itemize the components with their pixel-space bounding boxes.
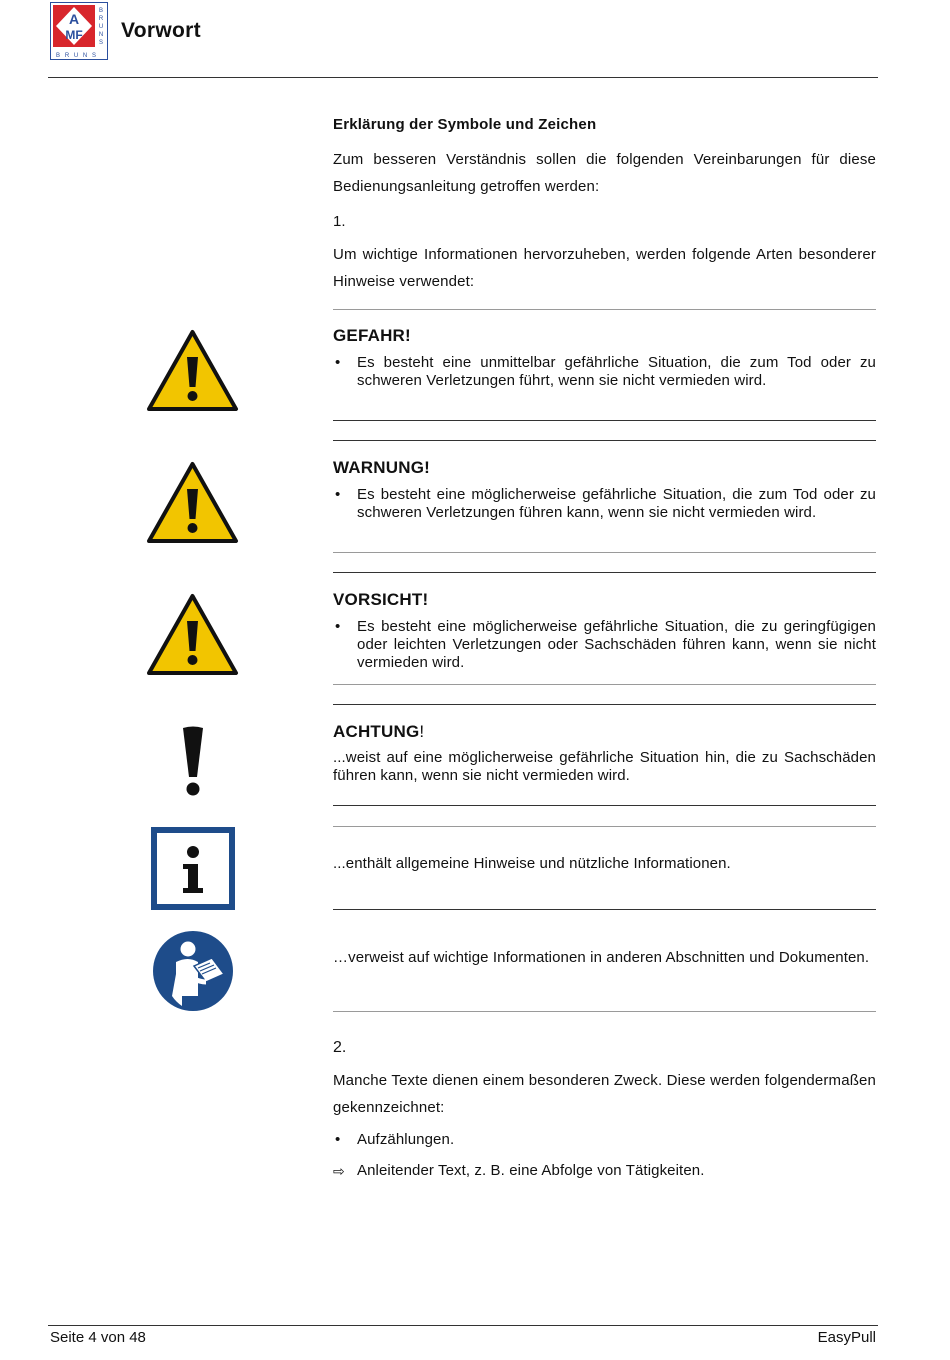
- divider: [333, 704, 876, 705]
- example-bullet-text: Aufzählungen.: [357, 1131, 455, 1148]
- notice-title-achtung: [333, 722, 876, 742]
- svg-text:R: R: [98, 16, 104, 22]
- svg-text:R: R: [64, 53, 70, 59]
- header-divider: [48, 77, 878, 78]
- list-number-2: 2.: [333, 1039, 347, 1056]
- svg-text:U: U: [73, 53, 79, 59]
- example-bullet: [333, 1131, 876, 1149]
- intro-paragraph: Zum besseren Verständnis sollen die folgenden Vereinbarungen für diese Bedienungsanleitung getroffen werden:: [333, 151, 876, 195]
- read-manual-icon: [152, 930, 234, 1012]
- notice-title-vorsicht: VORSICHT!: [333, 590, 429, 609]
- notice-title-warnung: WARNUNG!: [333, 458, 430, 477]
- bullet: •: [335, 618, 341, 635]
- divider: [333, 572, 876, 573]
- section-heading: Erklärung der Symbole und Zeichen: [333, 116, 597, 133]
- divider: [333, 1011, 876, 1012]
- svg-text:B: B: [98, 8, 104, 14]
- svg-text:N: N: [82, 53, 88, 59]
- notice-title-suffix: !: [419, 722, 425, 741]
- page-number: Seite 4 von 48: [50, 1329, 146, 1346]
- intro-paragraph-2: Um wichtige Informationen hervorzuheben, werden folgende Arten besonderer Hinweise verwendet:: [333, 246, 876, 290]
- notice-text-gefahr: [333, 354, 876, 390]
- notice-text-info: ...enthält allgemeine Hinweise und nützliche Informationen.: [333, 855, 731, 872]
- svg-text:MF: MF: [65, 28, 83, 42]
- divider: [333, 309, 876, 310]
- warning-triangle-icon: [146, 461, 239, 544]
- info-icon: [151, 827, 235, 910]
- divider: [333, 805, 876, 806]
- svg-text:A: A: [68, 11, 80, 27]
- example-instruction-text: Anleitender Text, z. B. eine Abfolge von Tätigkeiten.: [357, 1162, 705, 1179]
- notice-body: Es besteht eine unmittelbar gefährliche Situation, die zum Tod oder zu schweren Verletzungen führt, wenn sie nicht vermieden wird.: [357, 354, 876, 389]
- notice-body: Es besteht eine möglicherweise gefährliche Situation, die zum Tod oder zu schweren Verletzungen führen kann, wenn sie nicht vermieden wird.: [357, 486, 876, 521]
- notice-body: Es besteht eine möglicherweise gefährliche Situation, die zu geringfügigen oder leichten Verletzungen oder Sachschäden führen kann, wenn sie nicht vermieden wird.: [357, 618, 876, 671]
- svg-text:B: B: [55, 53, 61, 59]
- bullet: •: [335, 354, 341, 371]
- notice-text-reference: …verweist auf wichtige Informationen in anderen Abschnitten und Dokumenten.: [333, 949, 870, 966]
- bullet: •: [335, 486, 341, 503]
- notice-text-vorsicht: [333, 618, 876, 672]
- divider: [333, 420, 876, 421]
- divider: [333, 909, 876, 910]
- divider: [333, 684, 876, 685]
- amf-bruns-logo: [50, 2, 108, 60]
- warning-triangle-icon: [146, 329, 239, 412]
- product-name: EasyPull: [817, 1329, 876, 1346]
- notice-title-gefahr: GEFAHR!: [333, 326, 411, 345]
- warning-triangle-icon: [146, 593, 239, 676]
- page-title: Vorwort: [121, 19, 201, 42]
- divider: [333, 826, 876, 827]
- svg-text:U: U: [98, 24, 104, 30]
- list-number-1: 1.: [333, 213, 346, 230]
- svg-text:N: N: [98, 32, 104, 38]
- section2-paragraph: Manche Texte dienen einem besonderen Zweck. Diese werden folgendermaßen gekennzeichnet:: [333, 1072, 876, 1116]
- divider: [333, 552, 876, 553]
- notice-text-warnung: [333, 486, 876, 522]
- svg-text:S: S: [91, 53, 97, 59]
- footer-divider: [48, 1325, 878, 1326]
- bullet: •: [335, 1131, 341, 1148]
- example-instruction: [333, 1162, 876, 1180]
- notice-title-text: ACHTUNG: [333, 722, 420, 741]
- arrow-right-icon: ⇨: [333, 1163, 345, 1179]
- svg-text:S: S: [98, 40, 104, 46]
- divider: [333, 440, 876, 441]
- notice-text-achtung: ...weist auf eine möglicherweise gefährliche Situation hin, die zu Sachschäden führen kann, wenn sie nicht vermieden wird.: [333, 749, 876, 784]
- exclamation-icon: [180, 725, 206, 797]
